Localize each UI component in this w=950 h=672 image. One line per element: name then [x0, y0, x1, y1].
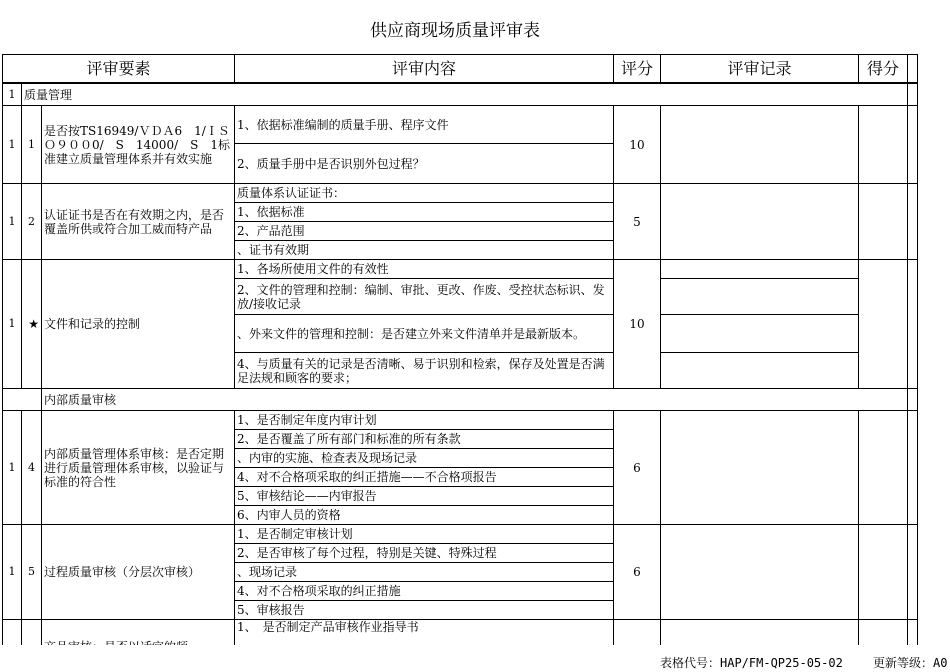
content-item: 、现场记录	[235, 563, 614, 582]
content-item: 1、是否制定审核计划	[235, 525, 614, 544]
record-cell	[661, 260, 859, 279]
review-table	[2, 54, 918, 660]
content-item: 、证书有效期	[235, 241, 614, 260]
extra-column	[908, 55, 918, 84]
content-item: 1、各场所使用文件的有效性	[235, 260, 614, 279]
record-cell	[661, 106, 859, 184]
content-item: 2、是否覆盖了所有部门和标准的所有条款	[235, 430, 614, 449]
content-item: 、外来文件的管理和控制：是否建立外来文件清单并是最新版本。	[235, 315, 614, 353]
got-cell	[859, 184, 908, 260]
record-cell	[661, 411, 859, 525]
element-cell: 内部质量管理体系审核：是否定期进行质量管理体系审核，以验证与标准的符合性	[42, 411, 235, 525]
got-cell	[859, 260, 908, 389]
form-code: 表格代号：HAP/FM-QP25-05-02	[660, 656, 843, 670]
header-content: 评审内容	[235, 55, 614, 84]
element-cell: 过程质量审核（分层次审核）	[42, 525, 235, 620]
table-row: 1 1 是否按TS16949/ＶＤＡ6 1/ＩＳＯ９００0/ S 14000/ S 1标准建立质量管理体系并有效实施 1、依据标准编制的质量手册、程序文件 10	[3, 106, 918, 144]
content-item: 6、内审人员的资格	[235, 506, 614, 525]
score-cell: 10	[614, 106, 661, 184]
element-cell: 文件和记录的控制	[42, 260, 235, 389]
section-label: 内部质量审核	[42, 389, 908, 411]
content-item: 5、审核结论——内审报告	[235, 487, 614, 506]
revision-level: 更新等级：A0	[873, 656, 948, 670]
score-cell: 10	[614, 260, 661, 389]
table-row: 1 4 内部质量管理体系审核：是否定期进行质量管理体系审核，以验证与标准的符合性 1、是否制定年度内审计划 6	[3, 411, 918, 430]
got-cell	[859, 411, 908, 525]
score-cell: 5	[614, 184, 661, 260]
content-item: 1、是否制定年度内审计划	[235, 411, 614, 430]
table-header-row	[3, 55, 918, 84]
content-item: 2、质量手册中是否识别外包过程？	[235, 144, 614, 184]
content-item: 质量体系认证证书：	[235, 184, 614, 203]
record-cell	[661, 315, 859, 353]
header-element: 评审要素	[3, 55, 235, 84]
record-cell	[661, 353, 859, 389]
section-label: 质量管理	[22, 83, 908, 106]
content-item: 1、 是否制定产品审核作业指导书	[235, 620, 614, 660]
content-item: 1、依据标准	[235, 203, 614, 222]
header-got: 得分	[859, 55, 908, 84]
form-title: 供应商现场质量评审表	[370, 21, 540, 41]
record-cell	[661, 184, 859, 260]
score-cell: 6	[614, 525, 661, 620]
content-item: 1、依据标准编制的质量手册、程序文件	[235, 106, 614, 144]
content-item: 4、与质量有关的记录是否清晰、易于识别和检索，保存及处置是否满足法规和顾客的要求；	[235, 353, 614, 389]
content-item: 、内审的实施、检查表及现场记录	[235, 449, 614, 468]
content-item: 2、是否审核了每个过程，特别是关键、特殊过程	[235, 544, 614, 563]
got-cell	[859, 525, 908, 620]
star-icon: ★	[22, 260, 42, 389]
content-item: 4、对不合格项采取的纠正措施——不合格项报告	[235, 468, 614, 487]
content-item: 5、审核报告	[235, 601, 614, 620]
content-item: 2、产品范围	[235, 222, 614, 241]
header-record: 评审记录	[661, 55, 859, 84]
header-score: 评分	[614, 55, 661, 84]
section-row	[3, 83, 918, 106]
content-item: 4、对不合格项采取的纠正措施	[235, 582, 614, 601]
record-cell	[661, 525, 859, 620]
score-cell: 6	[614, 411, 661, 525]
element-cell: 认证证书是否在有效期之内，是否覆盖所供或符合加工威而特产品	[42, 184, 235, 260]
table-row: 1 5 过程质量审核（分层次审核） 1、是否制定审核计划 6	[3, 525, 918, 544]
section-row	[3, 389, 918, 411]
got-cell	[859, 106, 908, 184]
element-cell: 是否按TS16949/ＶＤＡ6 1/ＩＳＯ９００0/ S 14000/ S 1标准建立质量管理体系并有效实施	[42, 106, 235, 184]
table-row: 1 ★ 文件和记录的控制 1、各场所使用文件的有效性 10	[3, 260, 918, 279]
table-row: 1 2 认证证书是否在有效期之内，是否覆盖所供或符合加工威而特产品 质量体系认证证书： 5	[3, 184, 918, 203]
section-number: 1	[3, 83, 22, 106]
content-item: 2、文件的管理和控制：编制、审批、更改、作废、受控状态标识、发放/接收记录	[235, 279, 614, 315]
record-cell	[661, 279, 859, 315]
